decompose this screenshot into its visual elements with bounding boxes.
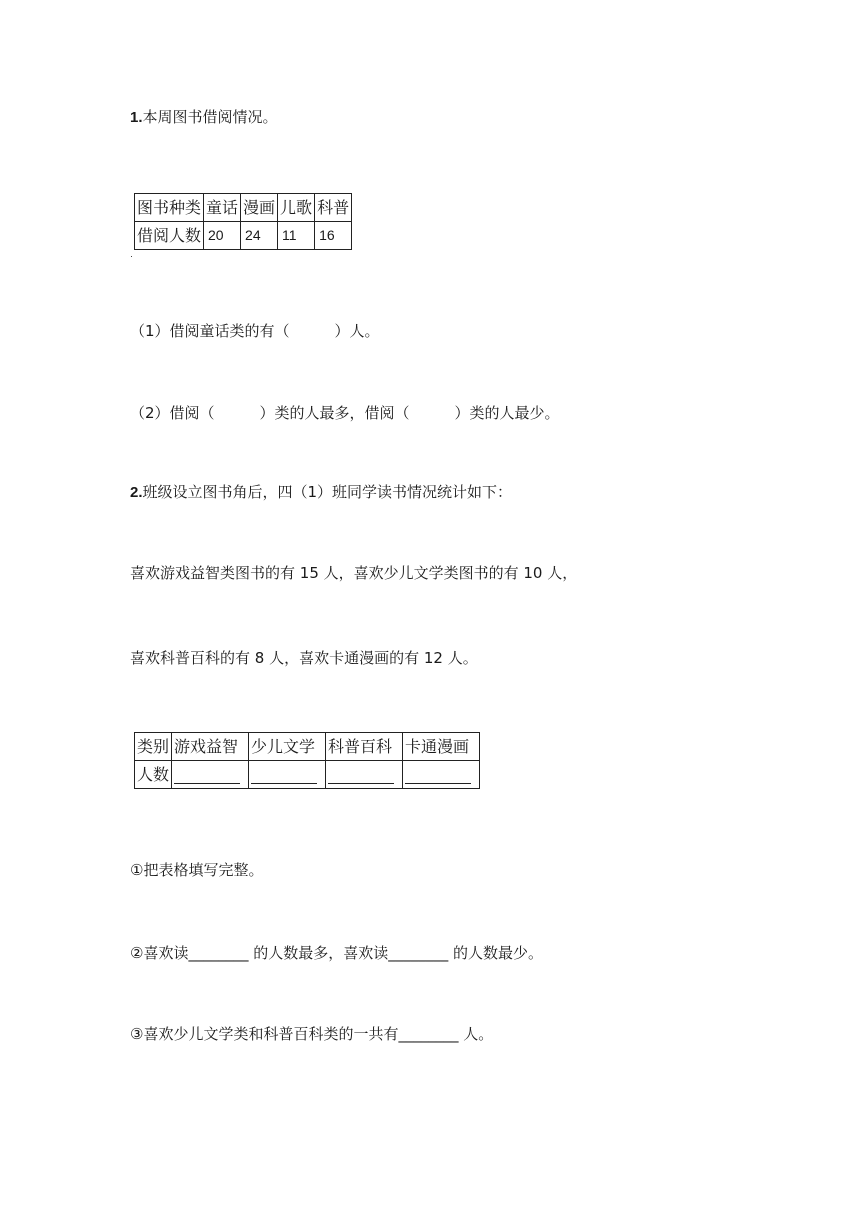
table-header-cell: 图书种类 — [135, 194, 204, 222]
table-header-cell: 科普百科 — [326, 733, 403, 761]
question-1-text: 本周图书借阅情况。 — [142, 108, 278, 126]
table-header-cell: 儿歌 — [278, 194, 315, 222]
question-2-sub-1: ①把表格填写完整。 — [130, 861, 264, 879]
table-header-cell: 卡通漫画 — [403, 733, 480, 761]
question-1-title — [130, 107, 278, 128]
table-row — [135, 222, 352, 250]
answer-blank-cell[interactable] — [172, 761, 249, 789]
table-cell: 11 — [278, 222, 315, 250]
question-2-paragraph-1: 喜欢游戏益智类图书的有 15 人，喜欢少儿文学类图书的有 10 人， — [130, 564, 578, 582]
answer-blank-cell[interactable] — [403, 761, 480, 789]
table-header-cell: 漫画 — [241, 194, 278, 222]
answer-blank-cell[interactable] — [326, 761, 403, 789]
reading-table — [134, 732, 480, 789]
table-cell: 20 — [204, 222, 241, 250]
question-2-title — [130, 482, 512, 503]
table-row-label: 人数 — [135, 761, 172, 789]
table-row-label: 借阅人数 — [135, 222, 204, 250]
answer-blank-cell[interactable] — [249, 761, 326, 789]
table-row — [135, 194, 352, 222]
table-header-cell: 游戏益智 — [172, 733, 249, 761]
question-1-sub-1: （1）借阅童话类的有（ ）人。 — [130, 322, 380, 340]
table-header-cell: 类别 — [135, 733, 172, 761]
question-2-sub-3: ③喜欢少儿文学类和科普百科类的一共有________ 人。 — [130, 1025, 494, 1043]
question-1-number: 1. — [130, 109, 143, 126]
borrowing-table — [134, 193, 352, 250]
table-cell: 16 — [315, 222, 352, 250]
table-header-cell: 童话 — [204, 194, 241, 222]
stray-mark — [131, 256, 132, 257]
question-2-paragraph-2: 喜欢科普百科的有 8 人，喜欢卡通漫画的有 12 人。 — [130, 649, 478, 667]
table-header-cell: 少儿文学 — [249, 733, 326, 761]
question-2-number: 2. — [130, 484, 143, 501]
question-2-text: 班级设立图书角后，四（1）班同学读书情况统计如下： — [142, 483, 513, 501]
question-2-sub-2: ②喜欢读________ 的人数最多，喜欢读________ 的人数最少。 — [130, 944, 543, 962]
table-cell: 24 — [241, 222, 278, 250]
table-row — [135, 733, 480, 761]
question-1-sub-2: （2）借阅（ ）类的人最多，借阅（ ）类的人最少。 — [130, 404, 560, 422]
table-row — [135, 761, 480, 789]
table-header-cell: 科普 — [315, 194, 352, 222]
